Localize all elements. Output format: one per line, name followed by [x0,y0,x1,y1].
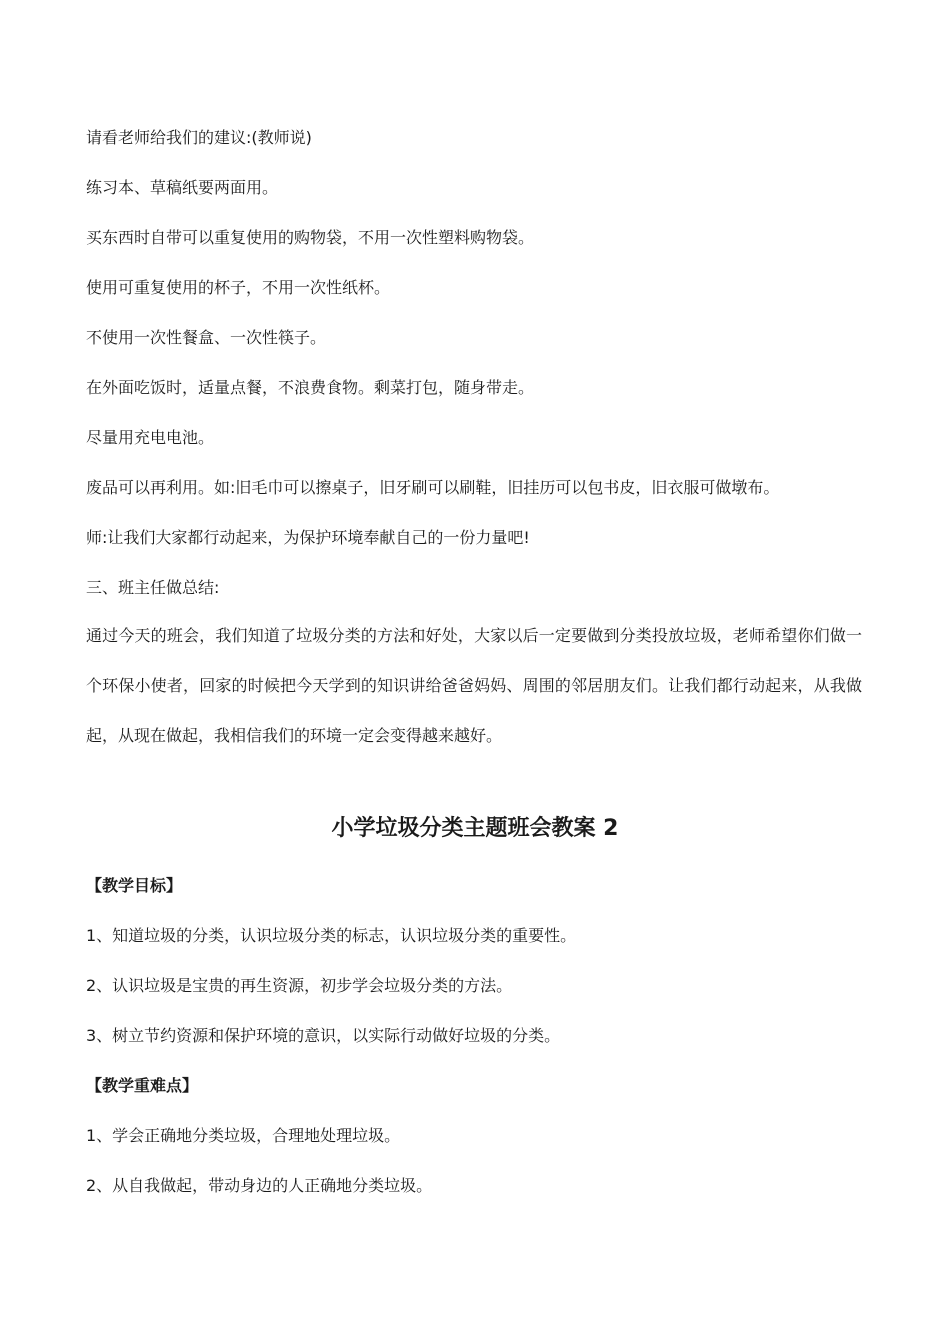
list-item: 2、认识垃圾是宝贵的再生资源，初步学会垃圾分类的方法。 [86,976,513,995]
list-item: 2、从自我做起，带动身边的人正确地分类垃圾。 [86,1176,433,1195]
text-line: 在外面吃饭时，适量点餐，不浪费食物。剩菜打包，随身带走。 [86,378,535,397]
section-heading: 三、班主任做总结: [86,578,220,597]
text-line: 师:让我们大家都行动起来，为保护环境奉献自己的一份力量吧! [86,528,530,547]
text-line: 尽量用充电电池。 [86,428,215,447]
list-item: 1、知道垃圾的分类，认识垃圾分类的标志，认识垃圾分类的重要性。 [86,926,577,945]
text-line: 买东西时自带可以重复使用的购物袋，不用一次性塑料购物袋。 [86,228,535,247]
goals-heading: 【教学目标】 [86,876,183,895]
summary-paragraph: 通过今天的班会，我们知道了垃圾分类的方法和好处，大家以后一定要做到分类投放垃圾，老师希望你们做一个环保小使者，回家的时候把今天学到的知识讲给爸爸妈妈、周围的邻居朋友们。让我们都行动起来，从我做起，从现在做起，我相信我们的环境一定会变得越来越好。 [86,626,862,745]
text-line: 练习本、草稿纸要两面用。 [86,178,279,197]
text-line: 不使用一次性餐盒、一次性筷子。 [86,328,327,347]
list-item: 1、学会正确地分类垃圾，合理地处理垃圾。 [86,1126,401,1145]
text-line: 废品可以再利用。如:旧毛巾可以擦桌子，旧牙刷可以刷鞋，旧挂历可以包书皮，旧衣服可做墩布。 [86,478,780,497]
text-line: 请看老师给我们的建议:(教师说) [86,128,312,147]
keypoints-heading: 【教学重难点】 [86,1076,199,1095]
text-line: 使用可重复使用的杯子，不用一次性纸杯。 [86,278,391,297]
page-title: 小学垃圾分类主题班会教案 2 [331,816,619,841]
list-item: 3、树立节约资源和保护环境的意识，以实际行动做好垃圾的分类。 [86,1026,561,1045]
